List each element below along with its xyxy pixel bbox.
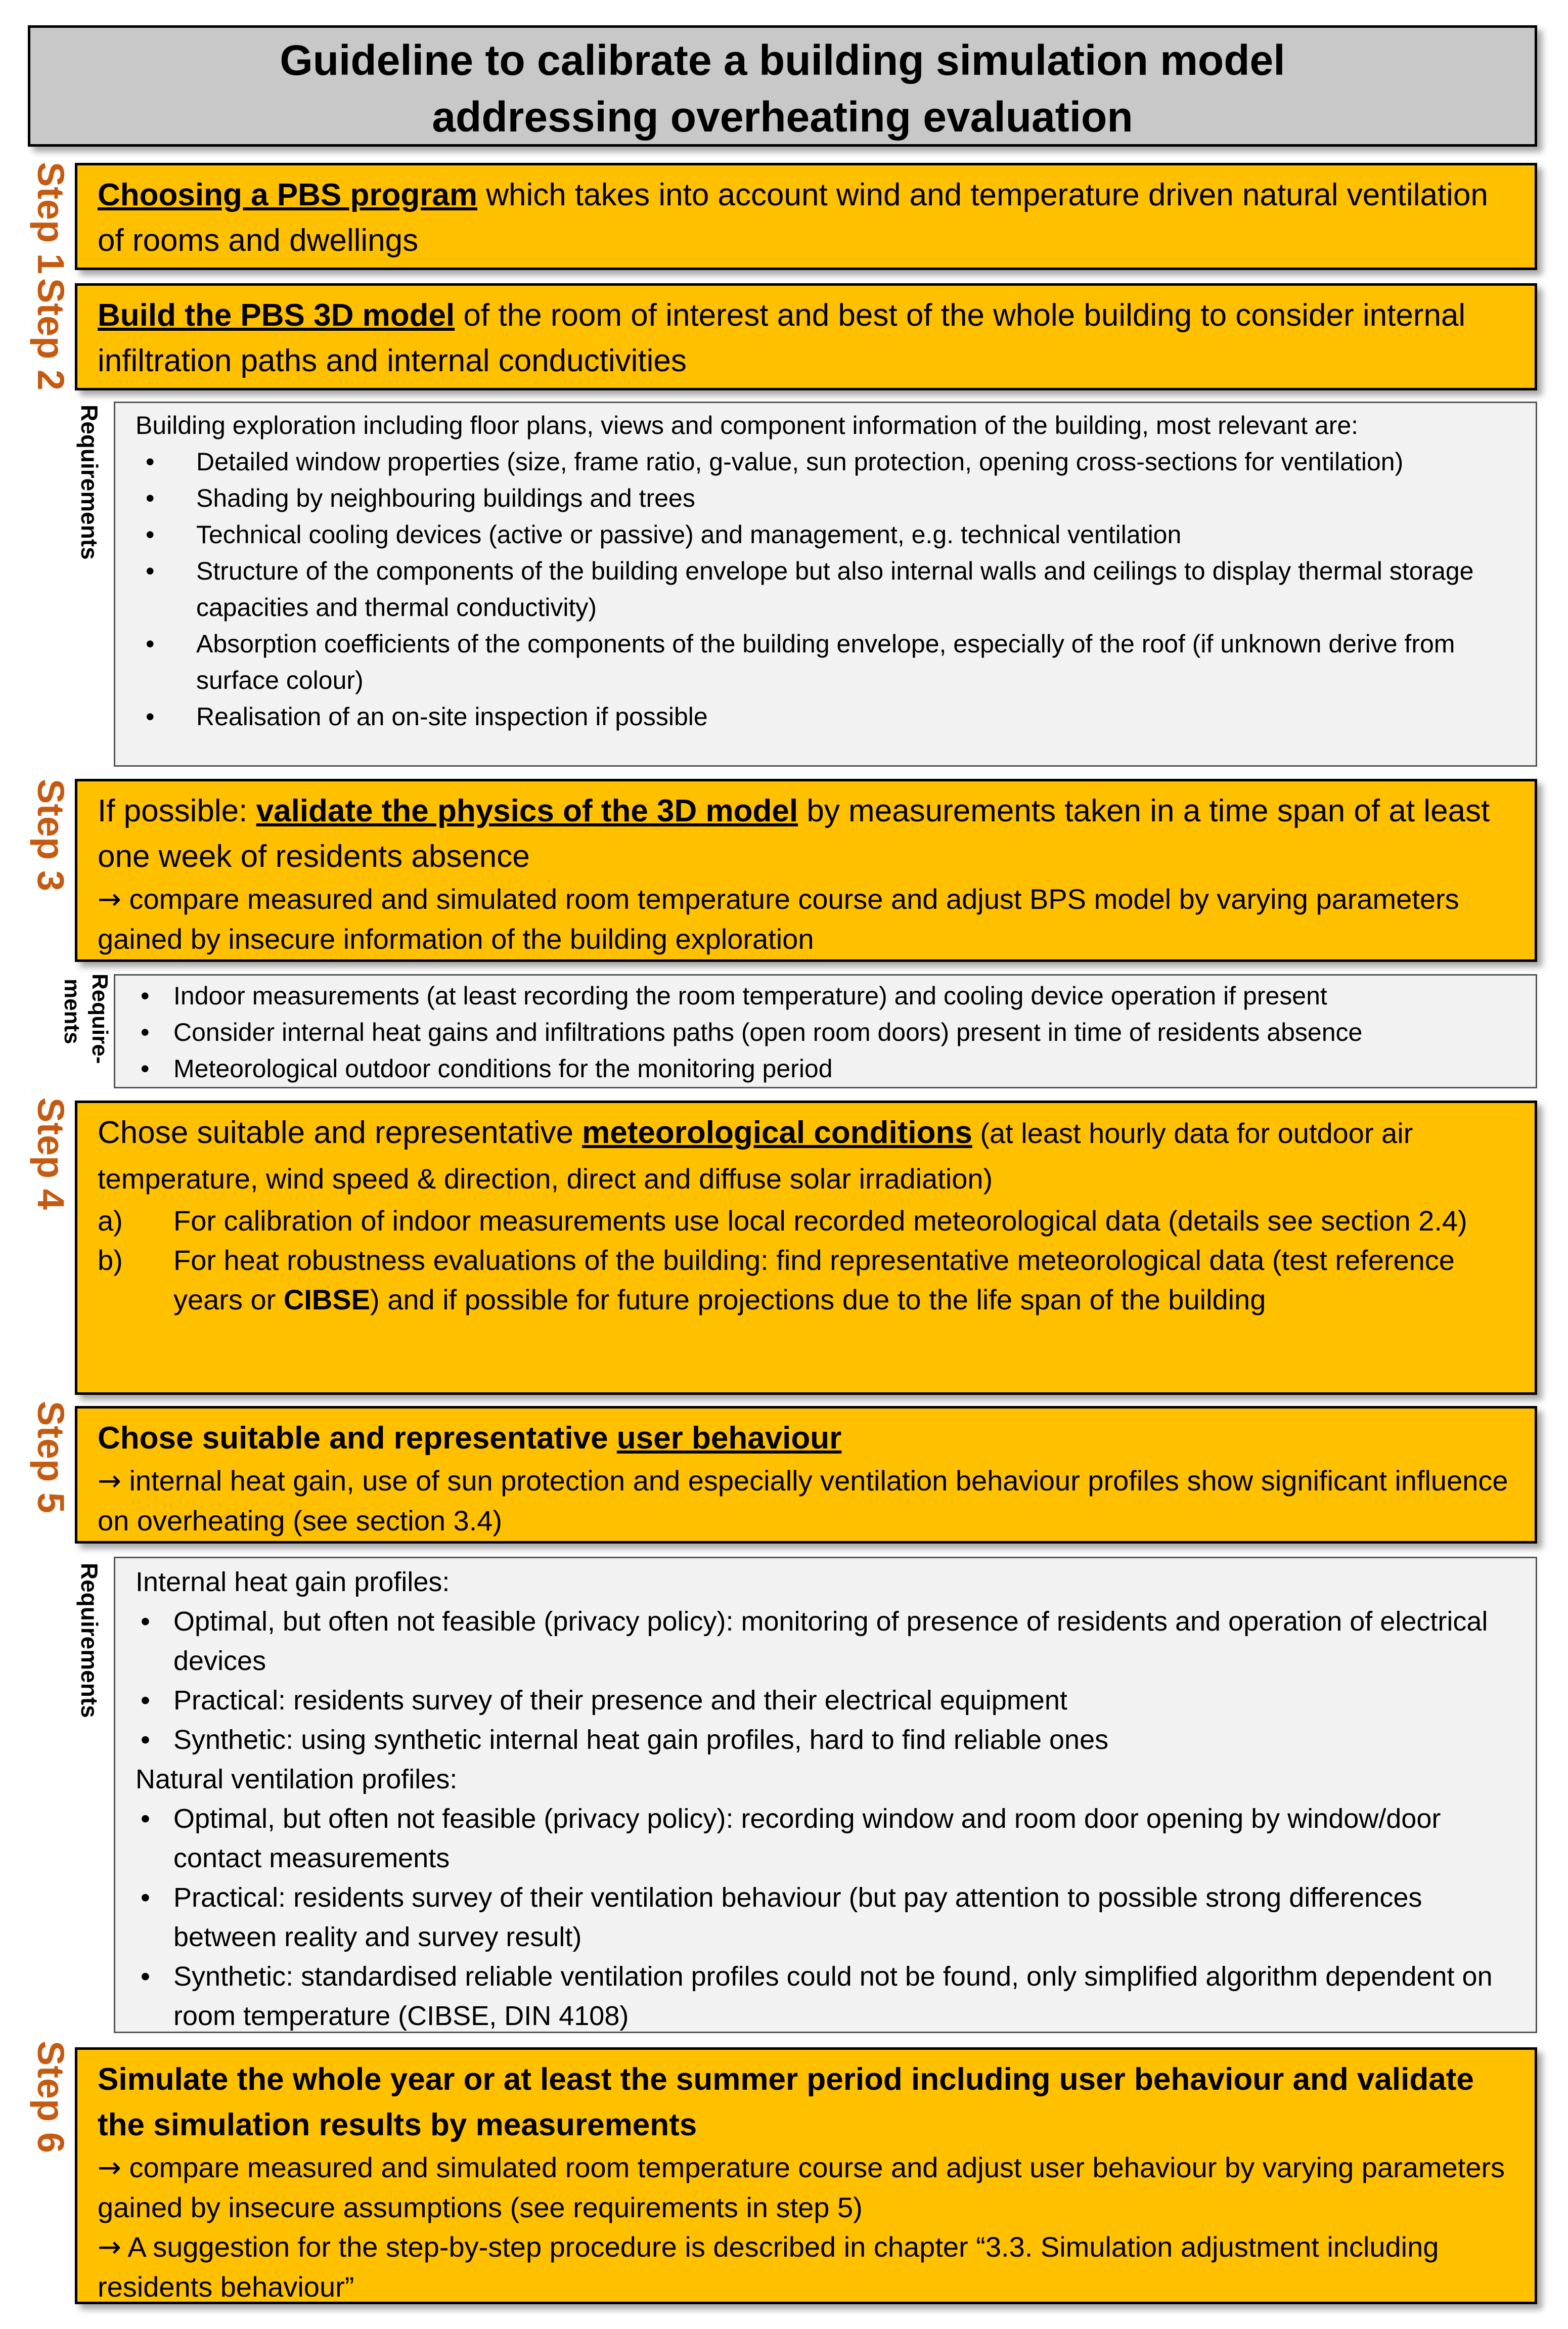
step-4-box bbox=[75, 1101, 1537, 1395]
step-4-label: Step 4 bbox=[30, 1097, 72, 1210]
step-5-requirements-box bbox=[114, 1557, 1537, 2033]
step-3-arrow-note bbox=[98, 880, 1514, 959]
option-b-bold: CIBSE bbox=[283, 1284, 371, 1315]
list-item: • Technical cooling devices (active or passive) and management, e.g. technical ventilation bbox=[136, 516, 1515, 553]
step-6-arrow-text-1: compare measured and simulated room temperature course and adjust user behaviour by varying parameters gained by insecure assumptions (see requirements in step 5) bbox=[98, 2151, 1505, 2223]
list-item: • Optimal, but often not feasible (privacy policy): monitoring of presence of residents and operation of electrical devices bbox=[136, 1602, 1515, 1681]
step-3-requirements-list bbox=[136, 978, 1515, 1087]
step-2-requirements-list bbox=[136, 444, 1515, 735]
step-5-box bbox=[75, 1406, 1537, 1544]
list-item: • Optimal, but often not feasible (privacy policy): recording window and room door opening by window/door contact measurements bbox=[136, 1799, 1515, 1878]
list-item: • Synthetic: using synthetic internal heat gain profiles, hard to find reliable ones bbox=[136, 1720, 1515, 1760]
step-1-title: Choosing a PBS program bbox=[98, 178, 477, 212]
step-5-prefix: Chose suitable and representative bbox=[98, 1421, 617, 1456]
step-5-arrow-note bbox=[98, 1461, 1514, 1541]
step-2-requirements-label: Requirements bbox=[76, 405, 103, 560]
step-3-text: by measurements taken in a time span of at least one week of residents absence bbox=[98, 794, 1490, 874]
option-b-text-after: ) and if possible for future projections due to the life span of the building bbox=[370, 1284, 1266, 1315]
step-5-title: user behaviour bbox=[616, 1421, 842, 1456]
title-line-1: Guideline to calibrate a building simulation model bbox=[280, 36, 1285, 84]
step-2-text: of the room of interest and best of the whole building to consider internal infiltration paths and internal conductivities bbox=[98, 298, 1466, 378]
right-arrow-icon: → bbox=[98, 2151, 121, 2184]
step-1-label: Step 1 bbox=[30, 162, 72, 275]
step-6-title: Simulate the whole year or at least the summer period including user behaviour and validate the simulation results by measurements bbox=[98, 2062, 1474, 2142]
step-2-box bbox=[75, 283, 1537, 390]
step-5-label: Step 5 bbox=[30, 1401, 72, 1514]
list-item: • Shading by neighbouring buildings and trees bbox=[136, 480, 1515, 516]
list-item: • Indoor measurements (at least recording the room temperature) and cooling device operation if present bbox=[136, 978, 1515, 1014]
option-a-label: a) bbox=[98, 1205, 123, 1237]
right-arrow-icon: → bbox=[98, 2231, 121, 2264]
list-item: • Structure of the components of the building envelope but also internal walls and ceilings to display thermal storage capacities and thermal conductivity) bbox=[136, 553, 1515, 626]
step-3-title: validate the physics of the 3D model bbox=[256, 794, 798, 828]
title-line-2: addressing overheating evaluation bbox=[432, 93, 1133, 141]
step-3-label: Step 3 bbox=[30, 779, 72, 892]
option-a-text: For calibration of indoor measurements use local recorded meteorological data (details see section 2.4) bbox=[173, 1205, 1467, 1237]
right-arrow-icon: → bbox=[98, 1465, 121, 1498]
step-1-box bbox=[75, 163, 1537, 270]
step-2-requirements-box bbox=[114, 402, 1537, 767]
option-b-label: b) bbox=[98, 1244, 123, 1276]
step-3-requirements-label-1: Require- bbox=[87, 974, 112, 1064]
step-4-options-list bbox=[98, 1201, 1514, 1320]
step-5-heading-ventilation: Natural ventilation profiles: bbox=[136, 1764, 458, 1794]
step-3-box bbox=[75, 779, 1537, 962]
list-item: • Practical: residents survey of their ventilation behaviour (but pay attention to possible strong differences between reality and survey result) bbox=[136, 1878, 1515, 1957]
step-2-requirements-intro: Building exploration including floor plans, views and component information of the building, most relevant are: bbox=[136, 411, 1359, 440]
step-5-heading-internal-gains: Internal heat gain profiles: bbox=[136, 1567, 450, 1597]
list-item: • Consider internal heat gains and infiltrations paths (open room doors) present in time of residents absence bbox=[136, 1014, 1515, 1050]
list-item: • Meteorological outdoor conditions for the monitoring period bbox=[136, 1050, 1515, 1087]
list-item: • Absorption coefficients of the components of the building envelope, especially of the roof (if unknown derive from surface colour) bbox=[136, 626, 1515, 698]
page-title bbox=[28, 25, 1537, 147]
step-2-title: Build the PBS 3D model bbox=[98, 298, 455, 333]
step-1-text: which takes into account wind and temperature driven natural ventilation of rooms and dwellings bbox=[98, 178, 1488, 258]
list-item: • Realisation of an on-site inspection if possible bbox=[136, 698, 1515, 735]
list-item bbox=[98, 1241, 1514, 1320]
step-4-title: meteorological conditions bbox=[582, 1115, 972, 1150]
step-2-label: Step 2 bbox=[30, 278, 72, 391]
step-5-arrow-text: internal heat gain, use of sun protection and especially ventilation behaviour profiles show significant influence on overheating (see section 3.4) bbox=[98, 1465, 1508, 1536]
step-6-arrow-text-2: A suggestion for the step-by-step procedure is described in chapter “3.3. Simulation adjustment including residents behaviour” bbox=[98, 2231, 1439, 2303]
step-4-text: (at least hourly data for outdoor air temperature, wind speed & direction, direct and diffuse solar irradiation) bbox=[98, 1117, 1413, 1195]
step-3-requirements-box bbox=[114, 974, 1537, 1088]
list-item: • Detailed window properties (size, frame ratio, g-value, sun protection, opening cross-sections for ventilation) bbox=[136, 444, 1515, 480]
list-item: • Practical: residents survey of their presence and their electrical equipment bbox=[136, 1681, 1515, 1720]
step-6-box bbox=[75, 2047, 1537, 2304]
step-5-ventilation-list bbox=[136, 1799, 1515, 2036]
step-6-arrow-note-2 bbox=[98, 2227, 1514, 2307]
step-3-arrow-text: compare measured and simulated room temperature course and adjust BPS model by varying parameters gained by insecure information of the building exploration bbox=[98, 883, 1459, 955]
right-arrow-icon: → bbox=[98, 883, 121, 916]
step-6-label: Step 6 bbox=[30, 2041, 72, 2154]
list-item: • Synthetic: standardised reliable ventilation profiles could not be found, only simplified algorithm dependent on room temperature (CIBSE, DIN 4108) bbox=[136, 1957, 1515, 2036]
step-6-arrow-note-1 bbox=[98, 2148, 1514, 2227]
step-4-prefix: Chose suitable and representative bbox=[98, 1115, 583, 1150]
step-5-internal-gains-list bbox=[136, 1602, 1515, 1760]
option-b-text-before: For heat robustness evaluations of the building: find representative meteorological data (test reference years or bbox=[173, 1244, 1455, 1315]
step-3-requirements-label-2: ments bbox=[60, 979, 84, 1044]
step-3-prefix: If possible: bbox=[98, 794, 256, 828]
list-item bbox=[98, 1201, 1514, 1241]
step-5-requirements-label: Requirements bbox=[76, 1563, 103, 1718]
